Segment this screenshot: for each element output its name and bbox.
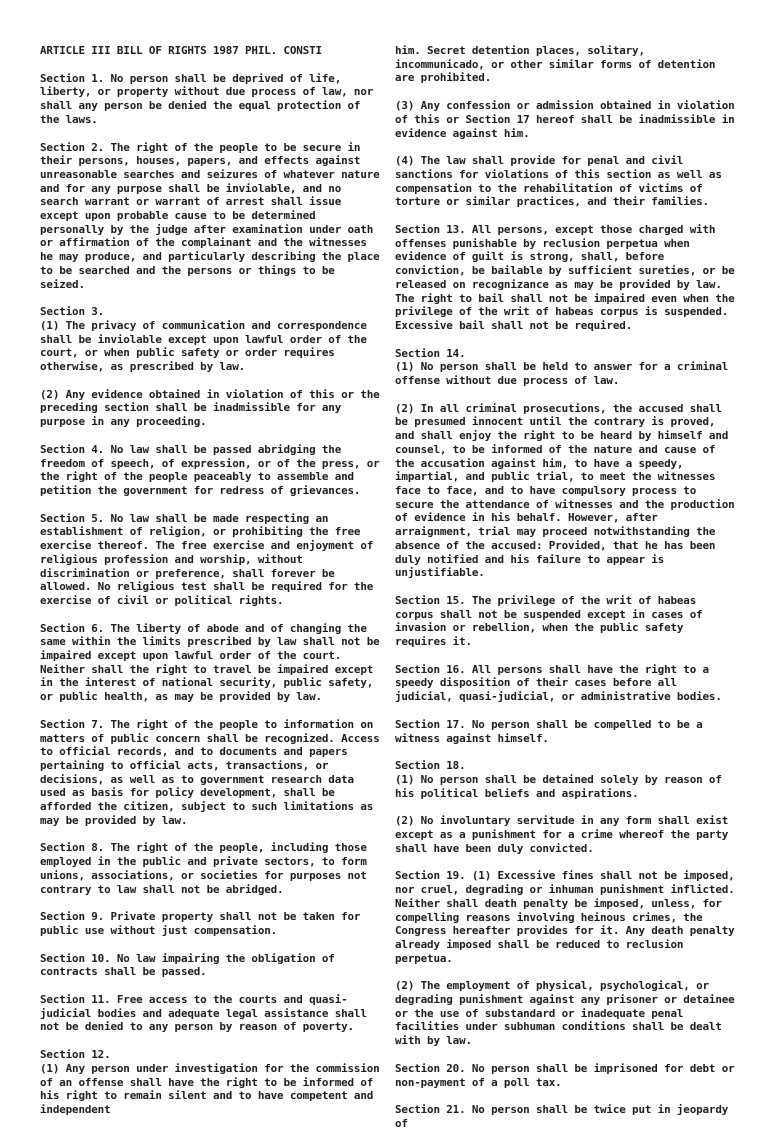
section-15: Section 15. The privilege of the writ of habeas corpus shall not be suspended except in cases of invasion or rebellion, when the public safety requires it. (395, 593, 703, 649)
section-19-para-2: (2) The employment of physical, psychological, or degrading punishment against any prisoner or detainee or the use of substandard or inadequate penal facilities under subhuman conditions shall be dealt with by law. (395, 979, 735, 1048)
section-3-para-2: (2) Any evidence obtained in violation of this or the preceding section shall be inadmissible for any purpose in any proceeding. (40, 387, 380, 429)
section-13: Section 13. All persons, except those charged with offenses punishable by reclusion perpetua when evidence of guilt is strong, shall, before conviction, be bailable by sufficient sureties, or be released on recognizance as may be provided by law. The right to bail shall not be impaired even when the privilege of the writ of habeas corpus is suspended. Excessive bail shall not be required. (395, 223, 735, 332)
section-20: Section 20. No person shall be imprisoned for debt or non-payment of a poll tax. (395, 1061, 735, 1089)
section-12-continued: him. Secret detention places, solitary, incommunicado, or other similar forms of detention are prohibited. (395, 44, 716, 85)
section-2: Section 2. The right of the people to be secure in their persons, houses, papers, and effects against unreasonable searches and seizures of whatever nature and for any purpose shall be inviolable, and no search warrant or warrant of arrest shall issue except upon probable cause to be determined personally by the judge after examination under oath or affirmation of the complainant and the witnesses he may produce, and particularly describing the place to be searched and the persons or things to be seized. (40, 140, 380, 291)
section-5: Section 5. No law shall be made respecting an establishment of religion, or prohibiting the free exercise thereof. The free exercise and enjoyment of religious profession and worship, without discrimination or preference, shall forever be allowed. No religious test shall be required for the exercise of civil or political rights. (40, 511, 374, 607)
section-4: Section 4. No law shall be passed abridging the freedom of speech, of expression, or of the press, or the right of the people peaceably to assemble and petition the government for redress of grievances. (40, 442, 380, 497)
section-9: Section 9. Private property shall not be taken for public use without just compensation. (40, 910, 361, 937)
section-17: Section 17. No person shall be compelled to be a witness against himself. (395, 717, 703, 745)
section-1: Section 1. No person shall be deprived of life, liberty, or property without due process of law, nor shall any person be denied the equal protection of the laws. (40, 71, 374, 126)
document-heading: ARTICLE III BILL OF RIGHTS 1987 PHIL. CONSTI (40, 44, 322, 57)
section-14-para-2: (2) In all criminal prosecutions, the accused shall be presumed innocent until the contrary is proved, and shall enjoy the right to be heard by himself and counsel, to be informed of the nature and cause of the accusation against him, to have a speedy, impartial, and public trial, to meet the witnesses face to face, and to have compulsory process to secure the attendance of witnesses and the production of evidence in his behalf. However, after arraignment, trial may proceed notwithstanding the absence of the accused: Provided, that he has been duly notified and his failure to appear is unjustifiable. (395, 401, 735, 580)
section-10: Section 10. No law impairing the obligation of contracts shall be passed. (40, 951, 335, 979)
section-14-para-1: Section 14. (1) No person shall be held to answer for a criminal offense without due process of law. (395, 346, 729, 388)
section-7: Section 7. The right of the people to information on matters of public concern shall be recognized. Access to official records, and to documents and papers pertaining to official acts, transactions, or decisions, as well as to government research data used as basis for policy development, shall be afforded the citizen, subject to such limitations as may be provided by law. (40, 717, 380, 827)
left-column (40, 44, 380, 1131)
section-12-para-3: (3) Any confession or admission obtained in violation of this or Section 17 hereof shall be inadmissible in evidence against him. (395, 99, 735, 140)
section-18-para-1: Section 18. (1) No person shall be detained solely by reason of his political beliefs and aspirations. (395, 759, 722, 800)
section-12-para-4: (4) The law shall provide for penal and civil sanctions for violations of this section as well as compensation to the rehabilitation of victims of torture or similar practices, and their families. (395, 154, 722, 209)
section-16: Section 16. All persons shall have the right to a speedy disposition of their cases before all judicial, quasi-judicial, or administrative bodies. (395, 662, 722, 704)
section-12-para-1: Section 12. (1) Any person under investigation for the commission of an offense shall have the right to be informed of his right to remain silent and to have competent and independent (40, 1048, 380, 1116)
section-19-para-1: Section 19. (1) Excessive fines shall not be imposed, nor cruel, degrading or inhuman punishment inflicted. Neither shall death penalty be imposed, unless, for compelling reasons involving heinous crimes, the Congress hereafter provides for it. Any death penalty already imposed shall be reduced to reclusion perpetua. (395, 869, 735, 965)
section-11: Section 11. Free access to the courts and quasi-judicial bodies and adequate legal assistance shall not be denied to any person by reason of poverty. (40, 993, 367, 1034)
section-8: Section 8. The right of the people, including those employed in the public and private sectors, to form unions, associations, or societies for purposes not contrary to law shall not be abridged. (40, 841, 367, 896)
section-6: Section 6. The liberty of abode and of changing the same within the limits prescribed by law shall not be impaired except upon lawful order of the court. Neither shall the right to travel be impaired except in the interest of national security, public safety, or public health, as may be provided by law. (40, 621, 380, 704)
section-21: Section 21. No person shall be twice put in jeopardy of (395, 1103, 729, 1130)
section-18-para-2: (2) No involuntary servitude in any form shall exist except as a punishment for a crime whereof the party shall have been duly convicted. (395, 814, 729, 855)
right-column (395, 44, 737, 1145)
section-3-para-1: Section 3. (1) The privacy of communication and correspondence shall be inviolable except upon lawful order of the court, or when public safety or order requires otherwise, as prescribed by law. (40, 305, 367, 374)
